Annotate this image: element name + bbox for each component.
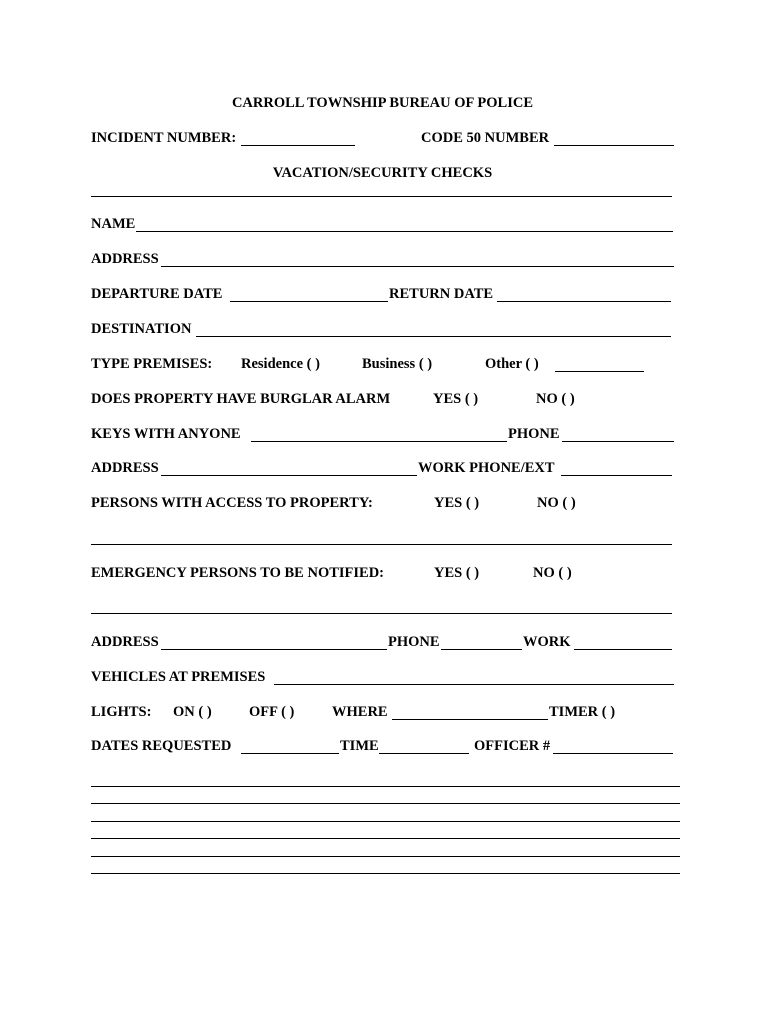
departure-date-field[interactable]: [230, 286, 388, 302]
key-holder-address-field[interactable]: [161, 460, 417, 476]
destination-label: DESTINATION: [91, 321, 192, 337]
code50-number-label: CODE 50 NUMBER: [421, 130, 550, 146]
access-row: [91, 495, 674, 515]
access-no[interactable]: NO ( ): [537, 495, 576, 511]
notes-line-4[interactable]: [91, 838, 680, 839]
emergency-phone-field[interactable]: [441, 634, 522, 650]
lights-on-option[interactable]: ON ( ): [173, 704, 212, 720]
destination-field[interactable]: [196, 321, 671, 337]
dates-requested-label: DATES REQUESTED: [91, 738, 232, 754]
work-phone-ext-field[interactable]: [561, 460, 672, 476]
name-field[interactable]: [136, 216, 673, 232]
dates-requested-field[interactable]: [241, 738, 339, 754]
lights-off-option[interactable]: OFF ( ): [249, 704, 295, 720]
emergency-work-field[interactable]: [574, 634, 672, 650]
page-title: CARROLL TOWNSHIP BUREAU OF POLICE: [231, 95, 534, 111]
phone-label: PHONE: [508, 426, 560, 442]
vehicles-label: VEHICLES AT PREMISES: [91, 669, 266, 685]
timer-option[interactable]: TIMER ( ): [549, 704, 616, 720]
lights-row: [91, 704, 674, 724]
access-yes[interactable]: YES ( ): [434, 495, 480, 511]
other-field[interactable]: [555, 356, 644, 372]
keys-with-anyone-field[interactable]: [251, 426, 507, 442]
name-label: NAME: [91, 216, 136, 232]
other-option[interactable]: Other ( ): [485, 356, 539, 372]
type-premises-row: [91, 356, 674, 376]
lights-label: LIGHTS:: [91, 704, 152, 720]
vehicles-field[interactable]: [274, 669, 674, 685]
work-phone-ext-label: WORK PHONE/EXT: [418, 460, 555, 476]
burglar-alarm-no[interactable]: NO ( ): [536, 391, 575, 407]
officer-number-field[interactable]: [553, 738, 673, 754]
address-field[interactable]: [161, 251, 674, 267]
code50-number-field[interactable]: [554, 130, 674, 146]
incident-number-label: INCIDENT NUMBER:: [91, 130, 237, 146]
access-line[interactable]: [91, 544, 672, 545]
address-label-2: ADDRESS: [91, 460, 159, 476]
business-option[interactable]: Business ( ): [362, 356, 433, 372]
where-field[interactable]: [392, 704, 548, 720]
burglar-alarm-label: DOES PROPERTY HAVE BURGLAR ALARM: [91, 391, 391, 407]
burglar-alarm-yes[interactable]: YES ( ): [433, 391, 479, 407]
destination-row: [91, 321, 674, 341]
header-divider: [91, 196, 672, 197]
vehicles-row: [91, 669, 674, 689]
burglar-alarm-row: [91, 391, 674, 411]
incident-row: [91, 130, 674, 150]
residence-option[interactable]: Residence ( ): [241, 356, 320, 372]
officer-number-label: OFFICER #: [474, 738, 551, 754]
emergency-phone-label: PHONE: [388, 634, 440, 650]
address-row: [91, 251, 674, 271]
notes-line-1[interactable]: [91, 786, 680, 787]
emergency-yes[interactable]: YES ( ): [434, 565, 480, 581]
dates-row: [91, 286, 674, 306]
emergency-no[interactable]: NO ( ): [533, 565, 572, 581]
where-label: WHERE: [332, 704, 388, 720]
notes-line-3[interactable]: [91, 821, 680, 822]
keys-row: [91, 426, 674, 446]
time-field[interactable]: [379, 738, 469, 754]
type-premises-label: TYPE PREMISES:: [91, 356, 213, 372]
keys-with-anyone-label: KEYS WITH ANYONE: [91, 426, 241, 442]
form-subtitle: VACATION/SECURITY CHECKS: [272, 165, 493, 181]
return-date-label: RETURN DATE: [389, 286, 494, 302]
emergency-persons-label: EMERGENCY PERSONS TO BE NOTIFIED:: [91, 565, 385, 581]
emergency-row: [91, 565, 674, 585]
notes-line-5[interactable]: [91, 856, 680, 857]
key-holder-address-row: [91, 460, 674, 480]
notes-line-6[interactable]: [91, 873, 680, 874]
dates-requested-row: [91, 738, 674, 758]
address-label: ADDRESS: [91, 251, 159, 267]
return-date-field[interactable]: [497, 286, 671, 302]
emergency-address-field[interactable]: [161, 634, 387, 650]
emergency-address-row: [91, 634, 674, 654]
emergency-line[interactable]: [91, 613, 672, 614]
persons-with-access-label: PERSONS WITH ACCESS TO PROPERTY:: [91, 495, 373, 511]
departure-date-label: DEPARTURE DATE: [91, 286, 223, 302]
notes-line-2[interactable]: [91, 803, 680, 804]
work-label: WORK: [523, 634, 571, 650]
time-label: TIME: [340, 738, 379, 754]
incident-number-field[interactable]: [241, 130, 355, 146]
keys-phone-field[interactable]: [562, 426, 674, 442]
address-label-3: ADDRESS: [91, 634, 159, 650]
name-row: [91, 216, 674, 236]
